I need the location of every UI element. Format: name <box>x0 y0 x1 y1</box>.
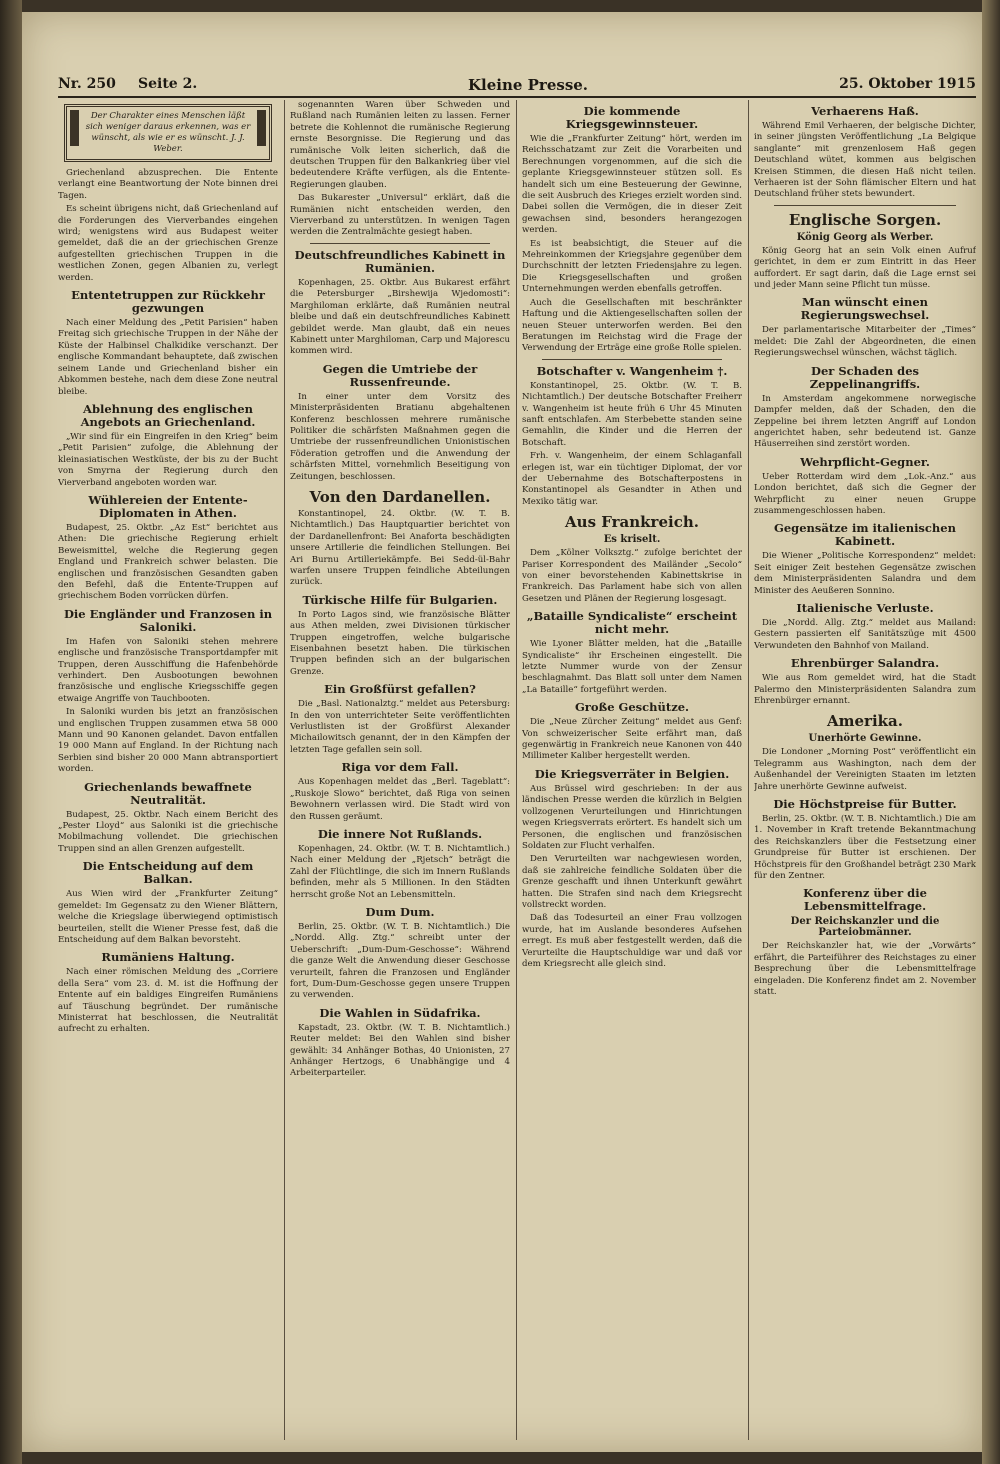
newspaper-page <box>22 12 982 1452</box>
subheadline: Der Reichskanzler und die Parteiobmänner. <box>790 916 940 939</box>
paragraph: König Georg hat an sein Volk einen Aufruf gerichtet, in dem er zum Eintritt in das Heer auffordert. Er sagt darin, daß die Lage ernst sei und jeder Mann seine Pflicht tun müsse. <box>754 245 976 291</box>
paragraph: Auch die Gesellschaften mit beschränkter Haftung und die Aktiengesellschaften sollen der neuen Steuer unterworfen werden. Bei den Beratungen im Reichstag wird die Frage der Verwendung der Erträge eine große Rolle spielen. <box>522 297 742 354</box>
paragraph: Das Bukarester „Universul“ erklärt, daß die Rumänien nicht entscheiden werden, den Vierverband zu unterstützen. In wenigen Tagen werden die Zentralmächte gesiegt haben. <box>290 193 510 238</box>
paragraph: Budapest, 25. Oktbr. Nach einem Bericht des „Pester Lloyd“ aus Saloniki ist die griechische Mobilmachung vollendet. Die griechischen Truppen sind an allen Grenzen aufgestellt. <box>58 809 278 854</box>
scan-right-edge <box>982 0 1000 1464</box>
paragraph: In einer unter dem Vorsitz des Ministerpräsidenten Bratianu abgehaltenen Konferenz beschlossen mehrere rumänische Politiker die schärfsten Maßnahmen gegen die Umtriebe der russenfreundlichen Unionistischen Föderation getroffen und die Anwendung der schärfsten Mittel, vornehmlich Beseitigung von Zeitungen, beschlossen. <box>290 391 510 482</box>
paragraph: Aus Wien wird der „Frankfurter Zeitung“ gemeldet: Im Gegensatz zu den Wiener Blättern, welche die Kriegslage überwiegend optimistisch beurteilen, stellt die Wiener Presse fest, daß die Entscheidung auf dem Balkan bevorsteht. <box>58 889 278 945</box>
scan-left-edge <box>0 0 22 1464</box>
paragraph: In Porto Lagos sind, wie französische Blätter aus Athen melden, zwei Divisionen türkischer Truppen eingetroffen, welche bulgarische Eisenbahnen besetzt haben. Die türkischen Truppen befinden sich an der bulgarischen Grenze. <box>290 609 510 677</box>
paper-title: Kleine Presse. <box>468 76 589 94</box>
paragraph: Der Reichskanzler hat, wie der „Vorwärts“ erfährt, die Parteiführer des Reichstages zu einer Besprechung über die Lebensmittelfrage eingeladen. Die Konferenz findet am 2. November statt. <box>754 941 976 998</box>
headline: Man wünscht einen Regierungswechsel. <box>800 295 930 323</box>
paragraph: In Amsterdam angekommene norwegische Dampfer melden, daß der Schaden, den die Zeppeline bei ihrem letzten Angriff auf London angerichtet haben, sehr bedeutend ist. Ganze Häuserreihen sind zerstört worden. <box>754 393 976 450</box>
paragraph: sogenannten Waren über Schweden und Rußland nach Rumänien leiten zu lassen. Ferner betrete die Kohlennot die rumänische Regierung ernste Besorgnisse. Die Regierung und das rumänische Volk leiten sicherlich, daß die deutschen Truppen für den Balkankrieg über viel bedeutendere Kräfte verfügen, als die Entente-Regierungen glauben. <box>290 100 510 190</box>
paragraph: Die Wiener „Politische Korrespondenz“ meldet: Seit einiger Zeit bestehen Gegensätze zwischen dem Ministerpräsidenten Salandra und dem Minister des Aeußeren Sonnino. <box>754 551 976 596</box>
paragraph: Griechenland abzusprechen. Die Entente verlangt eine Beantwortung der Note binnen drei Tagen. <box>58 168 278 201</box>
column-3 <box>522 100 742 1440</box>
headline: Die Kriegsverräter in Belgien. <box>534 766 730 781</box>
paragraph: Wie Lyoner Blätter melden, hat die „Bataille Syndicaliste“ ihr Erscheinen eingestellt. Die letzte Nummer wurde von der Zensur beschlagnahmt. Das Blatt soll unter dem Namen „La Bataille“ fortgeführt werden. <box>522 639 742 695</box>
headline: Konferenz über die Lebensmittelfrage. <box>803 886 927 914</box>
headline: Die kommende Kriegsgewinnsteuer. <box>565 104 699 131</box>
paragraph: Die „Neue Zürcher Zeitung“ meldet aus Genf: Von schweizerischer Seite erfährt man, daß gegenwärtig in Frankreich neue Kanonen von 440 Millimeter Kaliber hergestellt werden. <box>522 717 742 762</box>
paragraph: Während Emil Verhaeren, der belgische Dichter, in seiner jüngsten Veröffentlichung „La Belgique sanglante“ mit grenzenlosem Haß gegen Deutschland wütet, kommen aus belgischen Kreisen Stimmen, die diesen Haß nicht teilen. Verhaeren ist der Sohn flämischer Eltern und hat Deutschland früher stets bewundert. <box>754 121 976 200</box>
paragraph: Ueber Rotterdam wird dem „Lok.-Anz.“ aus London berichtet, daß sich die Gegner der Wehrpflicht zu einer neuen Gruppe zusammengeschlossen haben. <box>754 471 976 516</box>
subheadline: König Georg als Werber. <box>796 231 934 243</box>
paragraph: Kapstadt, 23. Oktbr. (W. T. B. Nichtamtlich.) Reuter meldet: Bei den Wahlen sind bisher gewählt: 34 Anhänger Bothas, 40 Unionisten, 27 Anhänger Hertzogs, 6 Unabhängige und 4 Arbeiterparteiler. <box>290 1022 510 1079</box>
column-1 <box>58 100 278 1440</box>
headline: Von den Dardanellen. <box>309 487 491 506</box>
divider <box>774 205 956 206</box>
paragraph: Den Verurteilten war nachgewiesen worden, daß sie zahlreiche feindliche Soldaten über die Grenze geschafft und ihnen Unterkunft gewährt hatten. Die Strafen sind nach dem Kriegsrecht vollstreckt worden. <box>522 854 742 910</box>
headline: Ententetruppen zur Rückkehr gezwungen <box>71 288 265 316</box>
column-rule <box>284 100 285 1440</box>
paragraph: Konstantinopel, 25. Oktbr. (W. T. B. Nichtamtlich.) Der deutsche Botschafter Freiherr v. Wangenheim ist heute früh 6 Uhr 45 Minuten sanft entschlafen. Am Sterbebette standen seine Gemahlin, die Kinder und die Herren der Botschaft. <box>522 380 742 448</box>
subheadline: Es kriselt. <box>603 534 661 546</box>
paragraph: Aus Kopenhagen meldet das „Berl. Tageblatt“: „Ruskoje Slowo“ berichtet, daß Riga von seinen Bewohnern verlassen wird. Die Stadt wird von den Russen geräumt. <box>290 777 510 822</box>
headline: Die innere Not Rußlands. <box>317 826 483 841</box>
headline: Italienische Verluste. <box>796 600 934 615</box>
column-rule <box>516 100 517 1440</box>
paragraph: Konstantinopel, 24. Oktbr. (W. T. B. Nichtamtlich.) Das Hauptquartier berichtet von der Dardanellenfront: Bei Anaforta beschädigten unsere Artillerie die feindlichen Stellungen. Bei Ari Burnu Artilleriekämpfe. Bei Sedd-ül-Bahr warfen unsere Truppen feindliche Abteilungen zurück. <box>290 508 510 588</box>
divider <box>542 359 722 360</box>
headline: Riga vor dem Fall. <box>341 760 459 775</box>
paragraph: Daß das Todesurteil an einer Frau vollzogen wurde, hat im Auslande besonderes Aufsehen erregt. Es muß aber festgestellt werden, daß die Verurteilte die Hauptschuldige war und daß vor dem Kriegsrecht alle gleich sind. <box>522 913 742 969</box>
paragraph: Frh. v. Wangenheim, der einem Schlaganfall erlegen ist, war ein tüchtiger Diplomat, der vor der Uebernahme des Botschafterpostens in Konstantinopel als Gesandter in Athen und Mexiko tätig war. <box>522 451 742 507</box>
subheadline: Unerhörte Gewinne. <box>808 733 922 745</box>
paragraph: Der parlamentarische Mitarbeiter der „Times“ meldet: Die Zahl der Abgeordneten, die einen Regierungswechsel wünschen, wächst täglich. <box>754 325 976 359</box>
paragraph: Die Londoner „Morning Post“ veröffentlicht ein Telegramm aus Washington, nach dem der Außenhandel der Vereinigten Staaten im letzten Jahre unerhörte Gewinne aufweist. <box>754 747 976 792</box>
headline: Die Wahlen in Südafrika. <box>319 1005 481 1020</box>
divider <box>310 243 490 244</box>
paragraph: Berlin, 25. Oktbr. (W. T. B. Nichtamtlich.) Die am 1. November in Kraft tretende Bekanntmachung des Reichskanzlers über die Festsetzung einer Grundpreise für Butter ist erschienen. Der Höchstpreis für den Großhandel beträgt 230 Mark für den Zentner. <box>754 814 976 882</box>
headline: „Bataille Syndicaliste“ erscheint nicht mehr. <box>526 609 738 637</box>
columns <box>58 100 976 1440</box>
issue-date: 25. Oktober 1915 <box>839 76 976 92</box>
headline: Deutschfreundliches Kabinett in Rumänien. <box>294 247 506 275</box>
paragraph: „Wir sind für ein Eingreifen in den Krieg“ beim „Petit Parisien“ zufolge, die Ablehnung der kleinasiatischen Westküste, der bis zu der Bucht von Smyrna der Regierung durch den Vierverband angeboten worden war. <box>58 431 278 488</box>
paragraph: Nach einer Meldung des „Petit Parisien“ haben Freitag sich griechische Truppen in der Nähe der Küste der Halbinsel Chalkidike verschanzt. Der englische Kommandant behauptete, daß zwischen seinem Lande und Griechenland bisher ein Abkommen bestehe, nach dem diese Zone neutral bleibe. <box>58 318 278 397</box>
headline: Griechenlands bewaffnete Neutralität. <box>84 779 252 807</box>
headline: Die Entscheidung auf dem Balkan. <box>82 859 254 887</box>
headline: Die Höchstpreise für Butter. <box>773 797 957 812</box>
paragraph: Kopenhagen, 24. Oktbr. (W. T. B. Nichtamtlich.) Nach einer Meldung der „Rjetsch“ beträgt die Zahl der Flüchtlinge, die sich im Innern Rußlands befinden, mehr als 5 Millionen. In den Städten herrscht große Not an Lebensmitteln. <box>290 843 510 900</box>
headline: Ein Großfürst gefallen? <box>324 682 476 697</box>
headline: Englische Sorgen. <box>788 210 942 229</box>
paragraph: Aus Brüssel wird geschrieben: In der aus ländischen Presse werden die kürzlich in Belgien vollzogenen Verurteilungen und Hinrichtungen wegen Kriegsverrats erörtert. Es handelt sich um Personen, die englischen und französischen Soldaten zur Flucht verhalfen. <box>522 783 742 851</box>
page-number: Seite 2. <box>138 76 198 92</box>
paragraph: Dem „Kölner Volksztg.“ zufolge berichtet der Pariser Korrespondent des Mailänder „Secolo“ von einer bevorstehenden Kabinettskrise in Frankreich. Das Parlament habe sich von allen Gesetzen und Plänen der Regierung losgesagt. <box>522 548 742 604</box>
headline: Wehrpflicht-Gegner. <box>800 454 930 469</box>
paragraph: Die „Nordd. Allg. Ztg.“ meldet aus Mailand: Gestern passierten elf Sanitätszüge mit 4500 Verwundeten den Bahnhof von Mailand. <box>754 617 976 651</box>
paragraph: Es scheint übrigens nicht, daß Griechenland auf die Forderungen des Vierverbandes eingehen wird; wenigstens wird aus Budapest weiter gemeldet, daß die an der griechischen Grenze aufgestellten griechischen Truppen in die westlichen Zonen, gegen Albanien zu, verlegt werden. <box>58 204 278 283</box>
paragraph: Wie die „Frankfurter Zeitung“ hört, werden im Reichsschatzamt zur Zeit die Vorarbeiten und Berechnungen vorgenommen, auf die sich die geplante Kriegsgewinnsteuer stützen soll. Es handelt sich um eine Besteuerung der Gewinne, die seit Ausbruch des Krieges erzielt worden sind. Dabei sollen die Vermögen, die in dieser Zeit gewachsen sind, besonders herangezogen werden. <box>522 134 742 236</box>
headline: Gegensätze im italienischen Kabinett. <box>774 521 956 549</box>
paragraph: Im Hafen von Saloniki stehen mehrere englische und französische Transportdampfer mit Truppen, deren Ausschiffung die Hafenbehörde verhindert. Den Ausbootungen bewohnen französische und englische Kriegsschiffe gegen etwaige Angriffe von Tauchbooten. <box>58 636 278 704</box>
column-4 <box>754 100 976 1440</box>
headline: Türkische Hilfe für Bulgarien. <box>302 592 498 607</box>
paragraph: Budapest, 25. Oktbr. „Az Est“ berichtet aus Athen: Die griechische Regierung erhielt Beweismittel, welche die Regierung gegen England und Frankreich schwer belasten. Die englischen und französischen Gesandten gaben den Befehl, daß die Entente-Truppen auf griechischem Boden vorrücken dürfen. <box>58 522 278 602</box>
headline: Aus Frankreich. <box>565 513 699 532</box>
headline: Die Engländer und Franzosen in Saloniki. <box>63 606 273 634</box>
headline: Große Geschütze. <box>574 700 690 715</box>
headline: Gegen die Umtriebe der Russenfreunde. <box>322 361 478 389</box>
headline: Amerika. <box>827 712 903 731</box>
paragraph: Nach einer römischen Meldung des „Corriere della Sera“ vom 23. d. M. ist die Hoffnung der Entente auf ein baldiges Eingreifen Rumäniens auf Täuschung begründet. Der rumänische Ministerrat hat beschlossen, die Neutralität aufrecht zu erhalten. <box>58 967 278 1035</box>
paragraph: Wie aus Rom gemeldet wird, hat die Stadt Palermo den Ministerpräsidenten Salandra zum Ehrenbürger ernannt. <box>754 673 976 706</box>
issue-number: Nr. 250 <box>58 76 116 92</box>
paragraph: In Saloniki wurden bis jetzt an französischen und englischen Truppen zusammen etwa 58 000 Mann und 90 Kanonen gelandet. Davon entfallen 19 000 Mann auf England. In der Richtung nach Serbien sind bisher 20 000 Mann abtransportiert worden. <box>58 707 278 775</box>
column-rule <box>748 100 749 1440</box>
motto-quote: Der Charakter eines Menschen läßt sich weniger daraus erkennen, was er wünscht, als wie er es wünscht. J. J. Weber. <box>64 104 272 162</box>
paragraph: Berlin, 25. Oktbr. (W. T. B. Nichtamtlich.) Die „Nordd. Allg. Ztg.“ schreibt unter der Ueberschrift: „Dum-Dum-Geschosse“: Während die ganze Welt die Anwendung dieser Geschosse verurteilt, fahren die Franzosen und Engländer fort, Dum-Dum-Geschosse gegen unsere Truppen zu verwenden. <box>290 921 510 1001</box>
headline: Dum Dum. <box>365 904 435 919</box>
headline: Ablehnung des englischen Angebots an Griechenland. <box>80 401 256 429</box>
paragraph: Es ist beabsichtigt, die Steuer auf die Mehreinkommen der Kriegsjahre gegenüber dem Durchschnitt der letzten Friedensjahre zu legen. Die Kriegsgesellschaften und großen Unternehmungen werden ebenfalls getroffen. <box>522 238 742 295</box>
headline: Wühlereien der Entente-Diplomaten in Athen. <box>88 492 248 520</box>
headline: Ehrenbürger Salandra. <box>790 656 940 671</box>
column-2 <box>290 100 510 1440</box>
paragraph: Die „Basl. Nationalztg.“ meldet aus Petersburg: In den von unterrichteter Seite veröffentlichten Verlustlisten ist der Großfürst Alexander Michailowitsch genannt, der in den Kämpfen der letzten Tage gefallen sein soll. <box>290 699 510 755</box>
paragraph: Kopenhagen, 25. Oktbr. Aus Bukarest erfährt die Petersburger „Birshewija Wjedomosti“: Marghiloman erklärte, daß Rumänien neutral bleibe und daß ein deutschfreundliches Kabinett gebildet werde. Man glaubt, daß ein neues Kabinett unter Marghiloman, Carp und Majorescu kommen wird. <box>290 277 510 357</box>
headline: Botschafter v. Wangenheim †. <box>536 363 728 378</box>
headline: Der Schaden des Zeppelinangriffs. <box>809 363 921 391</box>
headline: Verhaerens Haß. <box>811 104 919 118</box>
masthead <box>58 74 976 98</box>
headline: Rumäniens Haltung. <box>101 950 235 965</box>
